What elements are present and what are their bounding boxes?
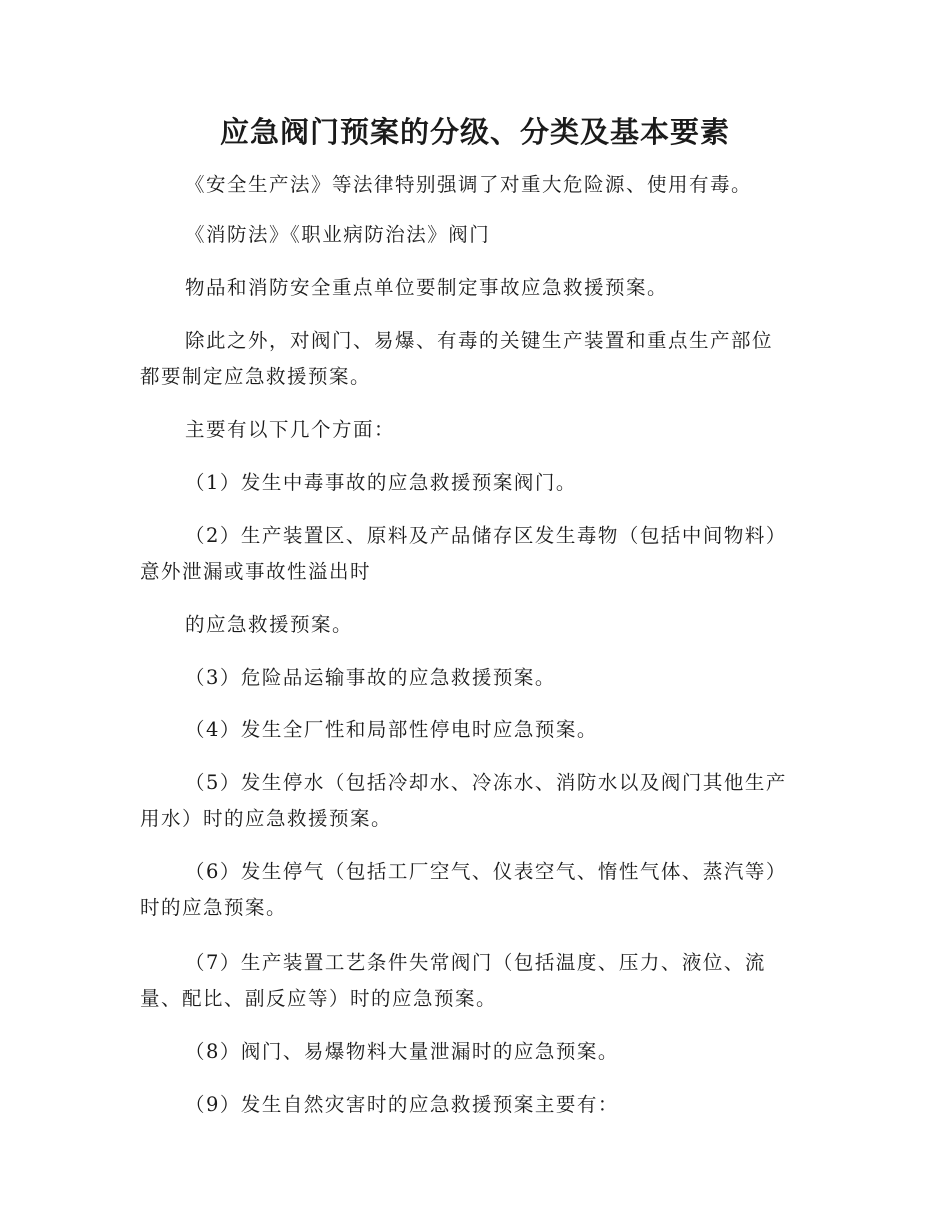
paragraph-line: 的应急救援预案。 xyxy=(185,613,354,636)
paragraph-line: 物品和消防安全重点单位要制定事故应急救援预案。 xyxy=(185,276,669,299)
list-item: （5）发生停水（包括冷却水、冷冻水、消防水以及阀门其他生产 xyxy=(185,771,787,794)
paragraph-line: 《安全生产法》等法律特别强调了对重大危险源、使用有毒。 xyxy=(185,173,753,196)
list-item: （6）发生停气（包括工厂空气、仪表空气、惰性气体、蒸汽等） xyxy=(185,860,787,883)
paragraph-line: 主要有以下几个方面： xyxy=(185,418,396,441)
paragraph-line: 时的应急预案。 xyxy=(140,896,288,919)
paragraph-line: 都要制定应急救援预案。 xyxy=(140,365,372,388)
paragraph-line: 量、配比、副反应等）时的应急预案。 xyxy=(140,987,498,1010)
list-item: （4）发生全厂性和局部性停电时应急预案。 xyxy=(185,718,598,741)
list-item: （1）发生中毒事故的应急救援预案阀门。 xyxy=(185,471,577,494)
list-item: （3）危险品运输事故的应急救援预案。 xyxy=(185,666,556,689)
list-item: （9）发生自然灾害时的应急救援预案主要有： xyxy=(185,1093,619,1116)
document-title: 应急阀门预案的分级、分类及基本要素 xyxy=(219,115,730,149)
list-item: （2）生产装置区、原料及产品储存区发生毒物（包括中间物料） xyxy=(185,524,787,547)
paragraph-line: 《消防法》《职业病防治法》阀门 xyxy=(185,223,491,246)
list-item: （8）阀门、易爆物料大量泄漏时的应急预案。 xyxy=(185,1040,619,1063)
paragraph-line: 用水）时的应急救援预案。 xyxy=(140,807,393,830)
paragraph-line: 意外泄漏或事故性溢出时 xyxy=(140,560,372,583)
list-item: （7）生产装置工艺条件失常阀门（包括温度、压力、液位、流 xyxy=(185,951,766,974)
paragraph-line: 除此之外，对阀门、易爆、有毒的关键生产装置和重点生产部位 xyxy=(185,329,774,352)
